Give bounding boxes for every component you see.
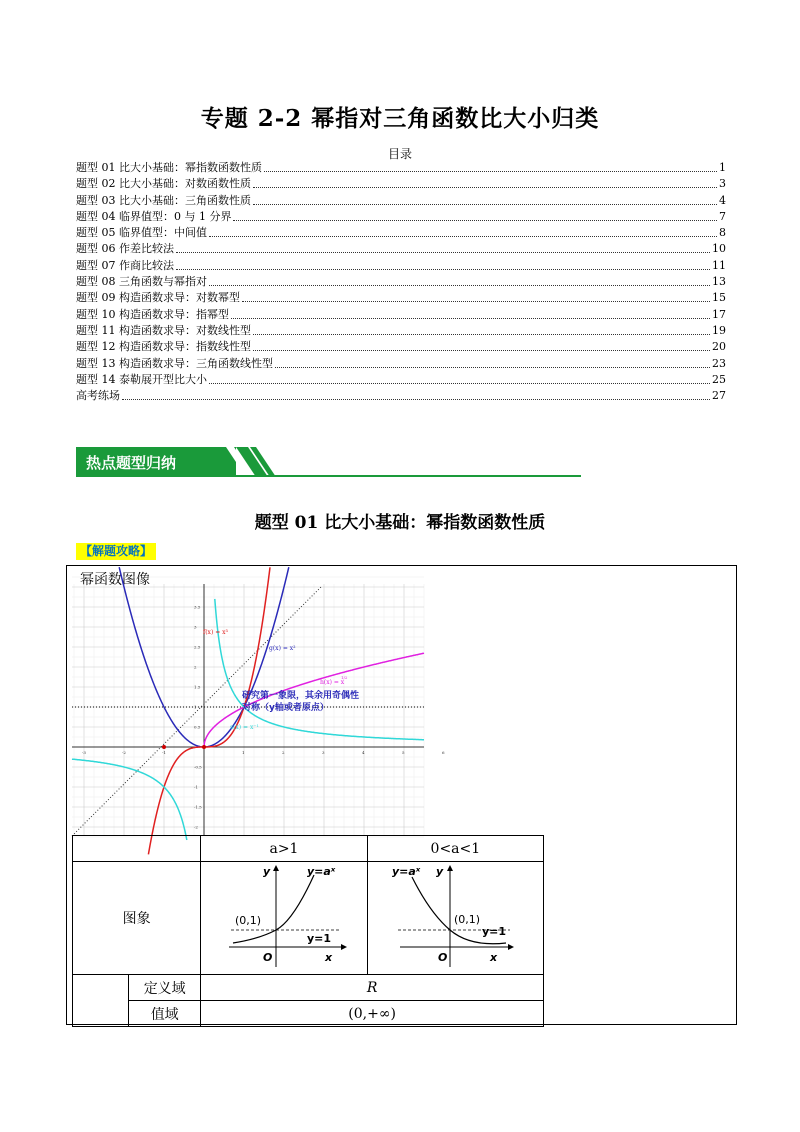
toc-entry[interactable] [76, 290, 726, 306]
toc-entry[interactable] [76, 258, 726, 274]
curve-s-right [215, 599, 424, 740]
toc-leader-dots [264, 160, 717, 172]
x-tick-label: -1 [162, 750, 166, 755]
dec-asym-label: y=1 [482, 925, 507, 938]
x-tick-label: 6 [442, 750, 445, 755]
toc-entry-page: 27 [712, 389, 726, 403]
toc-entry-label: 题型 14 泰勒展开型比大小 [76, 372, 207, 386]
toc-leader-dots [233, 209, 717, 221]
toc-entry-page: 20 [712, 340, 726, 354]
toc-entry-page: 7 [719, 209, 726, 223]
y-tick-label: 2 [194, 664, 197, 670]
toc-entry[interactable] [76, 274, 726, 290]
exponential-properties-table [72, 835, 544, 1027]
toc-entry[interactable] [76, 372, 726, 388]
toc-entry-label: 题型 11 构造函数求导：对数线性型 [76, 323, 251, 337]
table-corner-cell [73, 836, 201, 862]
y-tick-label: 1 [194, 704, 197, 710]
toc-entry-label: 题型 09 构造函数求导：对数幂型 [76, 291, 240, 305]
toc-entry-page: 15 [712, 291, 726, 305]
toc-leader-dots [231, 307, 710, 319]
x-tick-label: 5 [402, 750, 405, 755]
label-s: s(x) = x⁻¹ [230, 724, 259, 731]
toc-entry-page: 11 [712, 258, 726, 272]
power-function-graph [72, 584, 445, 836]
toc-leader-dots [275, 356, 710, 368]
graph-cell-a-gt-1 [201, 862, 367, 975]
x-tick-label: 3 [322, 750, 325, 755]
dec-y-arrow [447, 865, 453, 871]
point-neg1-0 [162, 745, 166, 749]
toc-entry-label: 题型 04 临界值型：0 与 1 分界 [76, 209, 232, 223]
toc-entry-label: 题型 01 比大小基础：幂指数函数性质 [76, 161, 262, 174]
exp-graph-increasing [219, 863, 349, 969]
header-a-between-0-1: 0<a<1 [367, 836, 543, 862]
y-tick-label: -1.5 [194, 804, 202, 810]
x-tick-label: 2 [282, 750, 285, 755]
table-image-row [73, 862, 544, 975]
y-tick-label: 3.5 [194, 604, 201, 610]
exp-point-label: (0,1) [234, 914, 262, 927]
toc-entry-label: 题型 02 比大小基础：对数函数性质 [76, 177, 251, 191]
toc-entry-page: 13 [712, 275, 726, 289]
toc-entry-label: 题型 13 构造函数求导：三角函数线性型 [76, 356, 273, 370]
y-tick-label: -2 [194, 824, 198, 830]
y-tick-label: 1.5 [194, 684, 201, 690]
toc-leader-dots [253, 323, 710, 335]
toc-entry-page: 8 [719, 226, 726, 240]
table-range-row [73, 1001, 544, 1027]
toc-leader-dots [242, 290, 710, 302]
x-tick-label: -3 [82, 750, 86, 755]
label-f: f(x) = x³ [203, 629, 228, 636]
toc-entry-label: 题型 08 三角函数与幂指对 [76, 275, 207, 289]
header-a-gt-1: a>1 [201, 836, 367, 862]
page-title: 专题 2-2 幂指对三角函数比大小归类 [200, 105, 600, 132]
graph-cell-a-between [367, 862, 543, 975]
table-domain-row [73, 975, 544, 1001]
y-tick-label: -0.5 [194, 764, 202, 770]
dec-x-arrow [508, 944, 514, 950]
exp-curve [233, 875, 314, 943]
section-banner [76, 447, 581, 477]
toc-entry-label: 高考练场 [76, 389, 120, 403]
exp-y-label: y [262, 865, 271, 878]
toc-leader-dots [253, 339, 710, 351]
power-function-graph-label: 幂函数图像 [80, 572, 150, 588]
exp-curve-label: y=aˣ [306, 865, 336, 878]
toc-leader-dots [176, 241, 710, 253]
table-header-row [73, 836, 544, 862]
toc-leader-dots [209, 372, 710, 384]
label-h: h(x) = x [320, 679, 345, 686]
toc-entry[interactable] [76, 388, 726, 404]
banner-text: 热点题型归纳 [86, 454, 177, 472]
y-tick-label: 2.5 [194, 644, 201, 650]
exp-x-arrow [341, 944, 347, 950]
toc-entry[interactable] [76, 307, 726, 323]
dec-point-label: (0,1) [454, 913, 481, 926]
toc-entry-label: 题型 12 构造函数求导：指数线性型 [76, 340, 251, 354]
dec-curve-label: y=aˣ [392, 865, 421, 878]
row-range-label: 值域 [129, 1001, 201, 1027]
exp-graph-decreasing [390, 863, 520, 969]
exp-origin-label: O [262, 951, 273, 964]
toc-entry-page: 10 [712, 242, 726, 256]
toc-entry-label: 题型 07 作商比较法 [76, 258, 174, 272]
toc-leader-dots [176, 258, 710, 270]
toc-leader-dots [209, 225, 717, 237]
toc-leader-dots [253, 176, 717, 188]
toc-entry[interactable] [76, 225, 726, 241]
strategy-tag: 【解题攻略】 [76, 543, 156, 560]
exp-y-arrow [273, 865, 279, 871]
toc-entry-label: 题型 06 作差比较法 [76, 242, 174, 256]
toc-entry-page: 23 [712, 356, 726, 370]
exp-x-label: x [324, 951, 333, 964]
point-origin [202, 745, 206, 749]
y-tick-label: 3 [194, 624, 197, 630]
toc-entry-page: 1 [719, 161, 726, 174]
toc-entry-page: 25 [712, 372, 726, 386]
section-title: 题型 01 比大小基础：幂指数函数性质 [254, 513, 546, 533]
toc-entry-label: 题型 05 临界值型：中间值 [76, 226, 207, 240]
toc-entry-page: 17 [712, 307, 726, 321]
toc-entry-page: 19 [712, 323, 726, 337]
toc-leader-dots [122, 388, 710, 400]
toc-entry[interactable] [76, 339, 726, 355]
spacer-cell [73, 1001, 129, 1027]
table-of-contents [76, 160, 726, 404]
toc-entry-page: 3 [719, 177, 726, 191]
x-tick-label: -2 [122, 750, 126, 755]
graph-note-line2: 对称（y轴或者原点） [242, 703, 329, 713]
x-tick-label: 1 [242, 750, 245, 755]
toc-entry[interactable] [76, 209, 726, 225]
row-domain-label: 定义域 [129, 975, 201, 1001]
row-range-value: (0,+∞) [201, 1001, 544, 1027]
toc-entry-page: 4 [719, 193, 726, 207]
graph-note-line1: 研究第一象限，其余用奇偶性 [242, 691, 360, 701]
y-tick-label: -1 [194, 784, 198, 790]
toc-entry-label: 题型 03 比大小基础：三角函数性质 [76, 193, 251, 207]
toc-leader-dots [253, 193, 717, 205]
dec-origin-label: O [438, 951, 448, 964]
dec-x-label: x [490, 951, 498, 964]
toc-entry[interactable] [76, 356, 726, 372]
toc-entry[interactable] [76, 241, 726, 257]
toc-entry[interactable] [76, 160, 726, 176]
row-image-label: 图象 [73, 862, 201, 975]
dec-y-label: y [436, 865, 444, 878]
label-h-exponent: 1/2 [341, 675, 348, 680]
toc-entry-label: 题型 10 构造函数求导：指幂型 [76, 307, 229, 321]
toc-heading: 目录 [387, 147, 412, 161]
toc-entry[interactable] [76, 323, 726, 339]
exp-asym-label: y=1 [306, 932, 332, 945]
toc-leader-dots [209, 274, 710, 286]
toc-entry[interactable] [76, 176, 726, 192]
y-tick-label: 0.5 [194, 724, 201, 730]
label-g: g(x) = x² [269, 645, 296, 652]
spacer-cell [73, 975, 129, 1001]
x-tick-label: 4 [362, 750, 365, 755]
toc-entry[interactable] [76, 193, 726, 209]
row-domain-value: R [201, 975, 544, 1001]
